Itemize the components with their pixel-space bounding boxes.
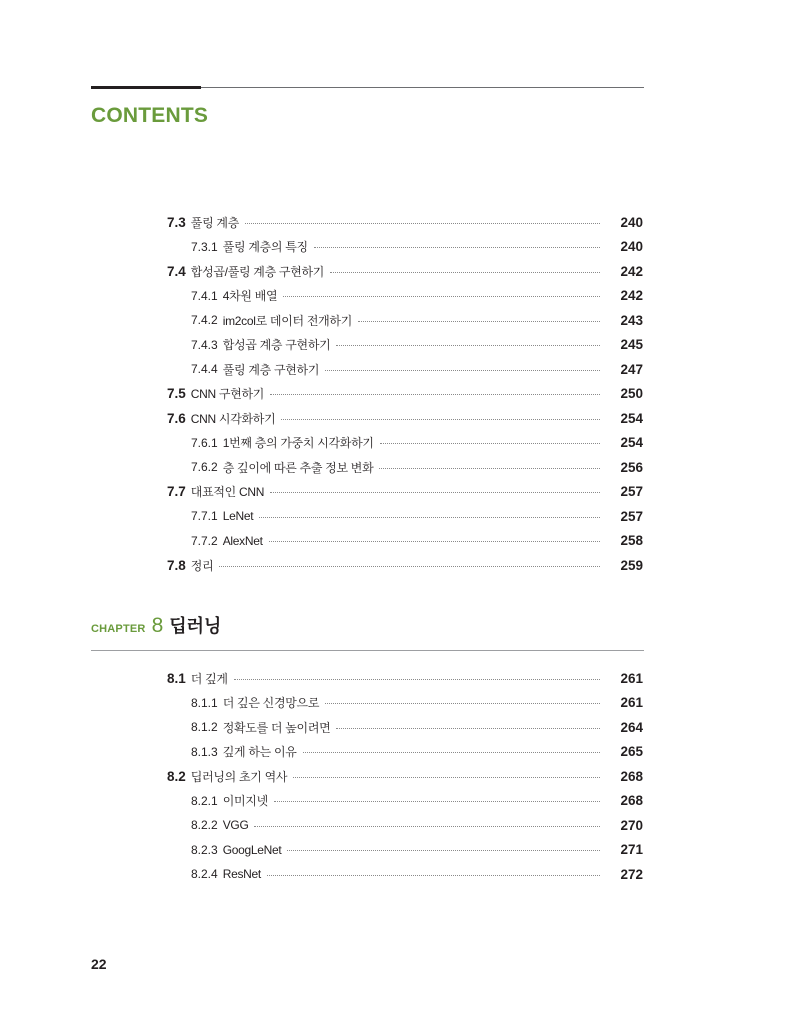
- toc-entry[interactable]: [0, 740, 795, 765]
- toc-entry[interactable]: [0, 235, 795, 260]
- toc-entry[interactable]: [0, 553, 795, 578]
- dot-leader: [336, 728, 600, 729]
- dot-leader: [293, 777, 600, 778]
- dot-leader: [270, 492, 600, 493]
- toc-entry-title: AlexNet: [222, 533, 263, 548]
- toc-entry-page: 250: [620, 386, 643, 402]
- toc-entry[interactable]: [0, 838, 795, 863]
- toc-entry-title: 층 깊이에 따른 추출 정보 변화: [222, 460, 374, 475]
- toc-entry[interactable]: [0, 691, 795, 716]
- toc-entry[interactable]: [0, 504, 795, 529]
- toc-entry[interactable]: [0, 813, 795, 838]
- toc-entry-title: VGG: [222, 818, 249, 833]
- toc-entry-number: 8.1.2: [191, 720, 218, 735]
- dot-leader: [303, 752, 600, 753]
- toc-entry-page: 261: [620, 670, 643, 686]
- toc-entry-number: 8.1: [167, 670, 186, 686]
- toc-entry-page: 259: [620, 557, 643, 573]
- toc-entry-page: 240: [620, 214, 643, 230]
- chapter-rule: [91, 650, 644, 651]
- toc-entry-page: 242: [620, 263, 643, 279]
- toc-entry-number: 7.7.2: [191, 533, 218, 548]
- toc-entry-title: 정확도를 더 높이려면: [222, 720, 331, 735]
- toc-entry[interactable]: [0, 529, 795, 554]
- toc-entry-title: 더 깊게: [190, 671, 228, 686]
- toc-entry-page: 245: [620, 337, 643, 353]
- toc-entry-title: 딥러닝의 초기 역사: [190, 769, 288, 784]
- toc-entry-title: ResNet: [222, 867, 261, 882]
- toc-entry-title: 풀링 계층 구현하기: [222, 362, 320, 377]
- toc-entry-title: 풀링 계층의 특징: [222, 240, 308, 255]
- toc-entry-title: GoogLeNet: [222, 842, 282, 857]
- toc-entry-number: 7.4: [167, 263, 186, 279]
- toc-entry-page: 243: [620, 312, 643, 328]
- toc-entry-number: 7.6: [167, 410, 186, 426]
- toc-entry-number: 7.4.1: [191, 288, 218, 303]
- toc-entry[interactable]: [0, 789, 795, 814]
- toc-entry-number: 8.2.3: [191, 842, 218, 857]
- dot-leader: [270, 394, 600, 395]
- toc-entry-title: LeNet: [222, 509, 254, 524]
- toc-entry[interactable]: [0, 259, 795, 284]
- toc-entry-page: 271: [620, 842, 643, 858]
- toc-entry-number: 8.2.2: [191, 818, 218, 833]
- toc-entry-title: 풀링 계층: [190, 215, 239, 230]
- toc-entry-title: 4차원 배열: [222, 289, 278, 304]
- toc-entry-number: 7.4.3: [191, 337, 218, 352]
- toc-entry-title: 깊게 하는 이유: [222, 745, 297, 760]
- toc-entry-page: 264: [620, 719, 643, 735]
- toc-entry-page: 265: [620, 744, 643, 760]
- toc-entry[interactable]: [0, 308, 795, 333]
- toc-entry[interactable]: [0, 455, 795, 480]
- toc-entry-page: 242: [620, 288, 643, 304]
- toc-entry-number: 7.4.4: [191, 362, 218, 377]
- dot-leader: [287, 850, 600, 851]
- toc-entry-number: 7.5: [167, 386, 186, 402]
- chapter-number: 8: [151, 614, 164, 637]
- toc-entry-number: 7.7: [167, 484, 186, 500]
- toc-entry[interactable]: [0, 666, 795, 691]
- toc-entry-number: 8.2: [167, 768, 186, 784]
- toc-entry[interactable]: [0, 431, 795, 456]
- toc-entry-page: 247: [620, 361, 643, 377]
- dot-leader: [234, 679, 600, 680]
- toc-entry-number: 7.3.1: [191, 239, 218, 254]
- toc-entry-number: 7.7.1: [191, 509, 218, 524]
- toc-entry-page: 258: [620, 533, 643, 549]
- dot-leader: [219, 566, 600, 567]
- toc-entry-title: im2col로 데이터 전개하기: [222, 313, 352, 328]
- toc-entry[interactable]: [0, 480, 795, 505]
- toc-entry-number: 7.6.1: [191, 435, 218, 450]
- toc-entry-title: CNN 시각화하기: [190, 411, 276, 426]
- toc-entry-title: 합성곱/풀링 계층 구현하기: [190, 264, 325, 279]
- toc-entry-number: 7.6.2: [191, 460, 218, 475]
- page-title: CONTENTS: [91, 104, 209, 127]
- dot-leader: [267, 875, 600, 876]
- toc-entry-number: 8.1.1: [191, 695, 218, 710]
- toc-entry-number: 7.8: [167, 557, 186, 573]
- page-number: 22: [91, 956, 107, 972]
- toc-section-chapter-8: [0, 666, 795, 887]
- toc-entry[interactable]: [0, 382, 795, 407]
- dot-leader: [314, 247, 600, 248]
- toc-entry-number: 8.2.1: [191, 793, 218, 808]
- dot-leader: [283, 296, 600, 297]
- dot-leader: [254, 826, 600, 827]
- toc-entry-page: 268: [620, 793, 643, 809]
- toc-entry[interactable]: [0, 764, 795, 789]
- toc-entry-page: 256: [620, 459, 643, 475]
- toc-entry-number: 8.2.4: [191, 867, 218, 882]
- toc-entry-page: 240: [620, 239, 643, 255]
- toc-entry-page: 254: [620, 410, 643, 426]
- chapter-title: 딥러닝: [169, 616, 222, 636]
- toc-entry-title: CNN 구현하기: [190, 387, 265, 402]
- dot-leader: [358, 321, 600, 322]
- dot-leader: [325, 370, 600, 371]
- toc-entry[interactable]: [0, 357, 795, 382]
- dot-leader: [336, 345, 600, 346]
- toc-entry-title: 1번째 층의 가중치 시각화하기: [222, 436, 374, 451]
- toc-entry[interactable]: [0, 862, 795, 887]
- chapter-label: CHAPTER: [91, 623, 146, 635]
- toc-entry-page: 268: [620, 768, 643, 784]
- toc-section-chapter-7: [0, 210, 795, 578]
- toc-entry[interactable]: [0, 406, 795, 431]
- toc-entry-title: 합성곱 계층 구현하기: [222, 338, 331, 353]
- toc-entry-page: 261: [620, 695, 643, 711]
- dot-leader: [259, 517, 600, 518]
- dot-leader: [379, 468, 600, 469]
- toc-entry-number: 7.3: [167, 214, 186, 230]
- toc-entry-title: 이미지넷: [222, 794, 268, 809]
- toc-entry-page: 270: [620, 817, 643, 833]
- toc-entry-page: 257: [620, 508, 643, 524]
- toc-entry-page: 257: [620, 484, 643, 500]
- dot-leader: [380, 443, 600, 444]
- toc-entry-title: 더 깊은 신경망으로: [222, 696, 320, 711]
- toc-entry-page: 272: [620, 866, 643, 882]
- top-rule-accent: [91, 86, 201, 89]
- toc-entry[interactable]: [0, 333, 795, 358]
- dot-leader: [281, 419, 600, 420]
- toc-entry[interactable]: [0, 284, 795, 309]
- dot-leader: [245, 223, 600, 224]
- toc-entry-title: 정리: [190, 558, 214, 573]
- dot-leader: [325, 703, 600, 704]
- toc-entry-number: 8.1.3: [191, 744, 218, 759]
- dot-leader: [330, 272, 600, 273]
- dot-leader: [269, 541, 600, 542]
- toc-entry-number: 7.4.2: [191, 313, 218, 328]
- toc-entry[interactable]: [0, 715, 795, 740]
- toc-entry-title: 대표적인 CNN: [190, 485, 265, 500]
- toc-entry-page: 254: [620, 435, 643, 451]
- chapter-heading: [91, 612, 221, 638]
- toc-entry[interactable]: [0, 210, 795, 235]
- dot-leader: [274, 801, 600, 802]
